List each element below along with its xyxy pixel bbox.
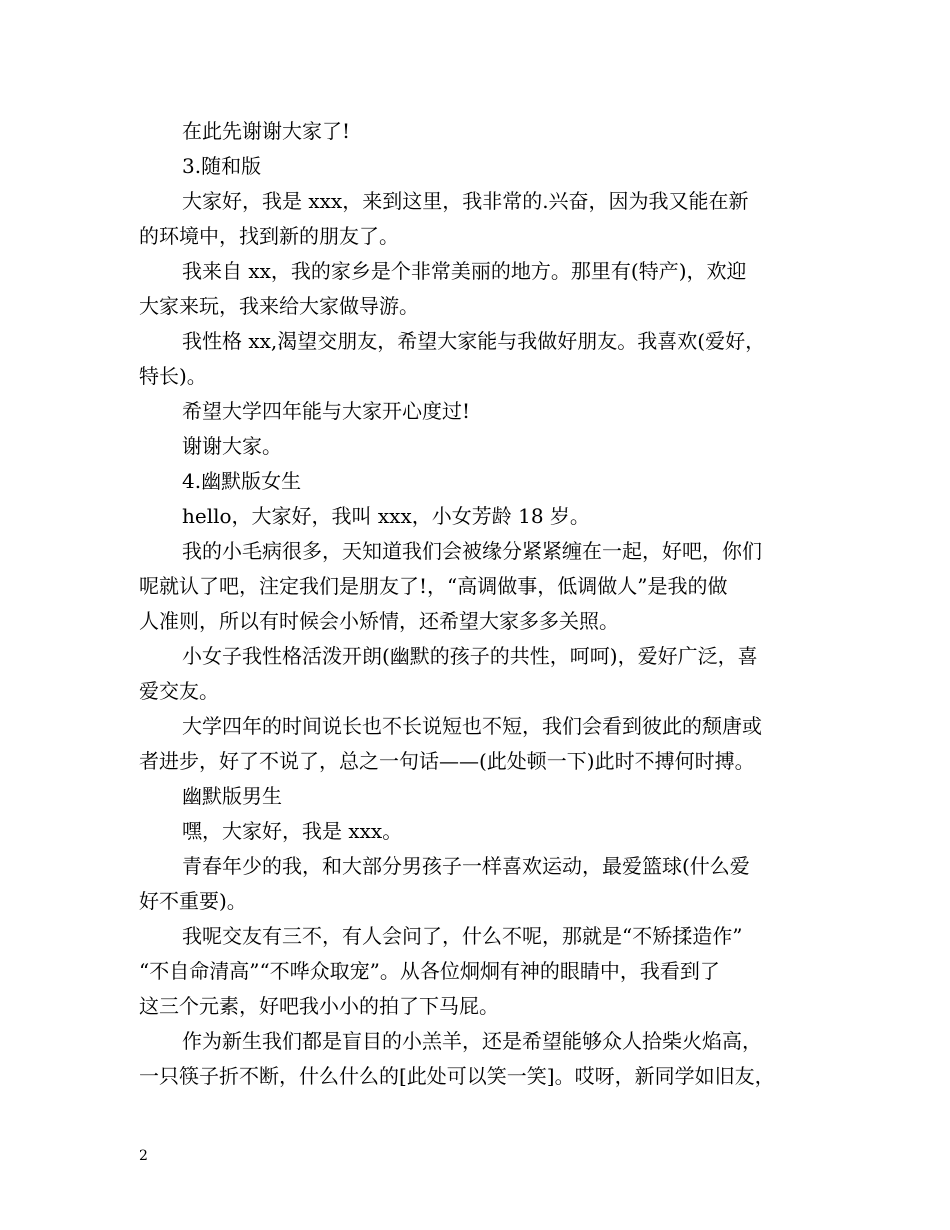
- text-line: 我呢交友有三不，有人会问了，什么不呢，那就是“不矫揉造作”: [182, 924, 743, 948]
- text-line: 的环境中，找到新的朋友了。: [139, 224, 399, 248]
- text-line: 希望大学四年能与大家开心度过!: [182, 399, 471, 423]
- text-line: 大学四年的时间说长也不长说短也不短，我们会看到彼此的颓唐或: [182, 714, 762, 738]
- text-line: 大家来玩，我来给大家做导游。: [139, 294, 419, 318]
- text-line: 好不重要)。: [139, 889, 247, 913]
- text-line: “不自命清高”“不哗众取宠”。从各位炯炯有神的眼睛中，我看到了: [139, 959, 720, 983]
- text-line: 3.随和版: [182, 154, 262, 178]
- text-line: 特长)。: [139, 364, 207, 388]
- text-line: 在此先谢谢大家了!: [182, 119, 351, 143]
- text-line: 作为新生我们都是盲目的小羔羊，还是希望能够众人拾柴火焰高，: [182, 1029, 762, 1053]
- text-line: 嘿，大家好，我是 xxx。: [182, 819, 403, 843]
- text-line: 我来自 xx，我的家乡是个非常美丽的地方。那里有(特产)，欢迎: [182, 259, 747, 283]
- page-number: 2: [139, 1148, 148, 1164]
- document-body: [139, 114, 819, 1094]
- text-line: 我性格 xx,渴望交朋友，希望大家能与我做好朋友。我喜欢(爱好，: [182, 329, 766, 353]
- text-line: 4.幽默版女生: [182, 469, 302, 493]
- text-line: 我的小毛病很多，天知道我们会被缘分紧紧缠在一起，好吧，你们: [182, 539, 762, 563]
- text-line: 谢谢大家。: [182, 434, 282, 458]
- text-line: 幽默版男生: [182, 784, 282, 808]
- text-line: 呢就认了吧，注定我们是朋友了!，“高调做事，低调做人”是我的做: [139, 574, 728, 598]
- text-line: 爱交友。: [139, 679, 219, 703]
- text-line: 人准则，所以有时候会小矫情，还希望大家多多关照。: [139, 609, 619, 633]
- text-line: 一只筷子折不断，什么什么的[此处可以笑一笑]。哎呀，新同学如旧友，: [139, 1064, 775, 1088]
- text-line: hello，大家好，我叫 xxx，小女芳龄 18 岁。: [182, 504, 590, 528]
- text-line: 这三个元素，好吧我小小的拍了下马屁。: [139, 994, 499, 1018]
- text-line: 青春年少的我，和大部分男孩子一样喜欢运动，最爱篮球(什么爱: [182, 854, 750, 878]
- text-line: 者进步，好了不说了，总之一句话——(此处顿一下)此时不搏何时搏。: [139, 749, 755, 773]
- text-line: 大家好，我是 xxx，来到这里，我非常的.兴奋，因为我又能在新: [182, 189, 749, 213]
- text-line: 小女子我性格活泼开朗(幽默的孩子的共性，呵呵)，爱好广泛，喜: [182, 644, 758, 668]
